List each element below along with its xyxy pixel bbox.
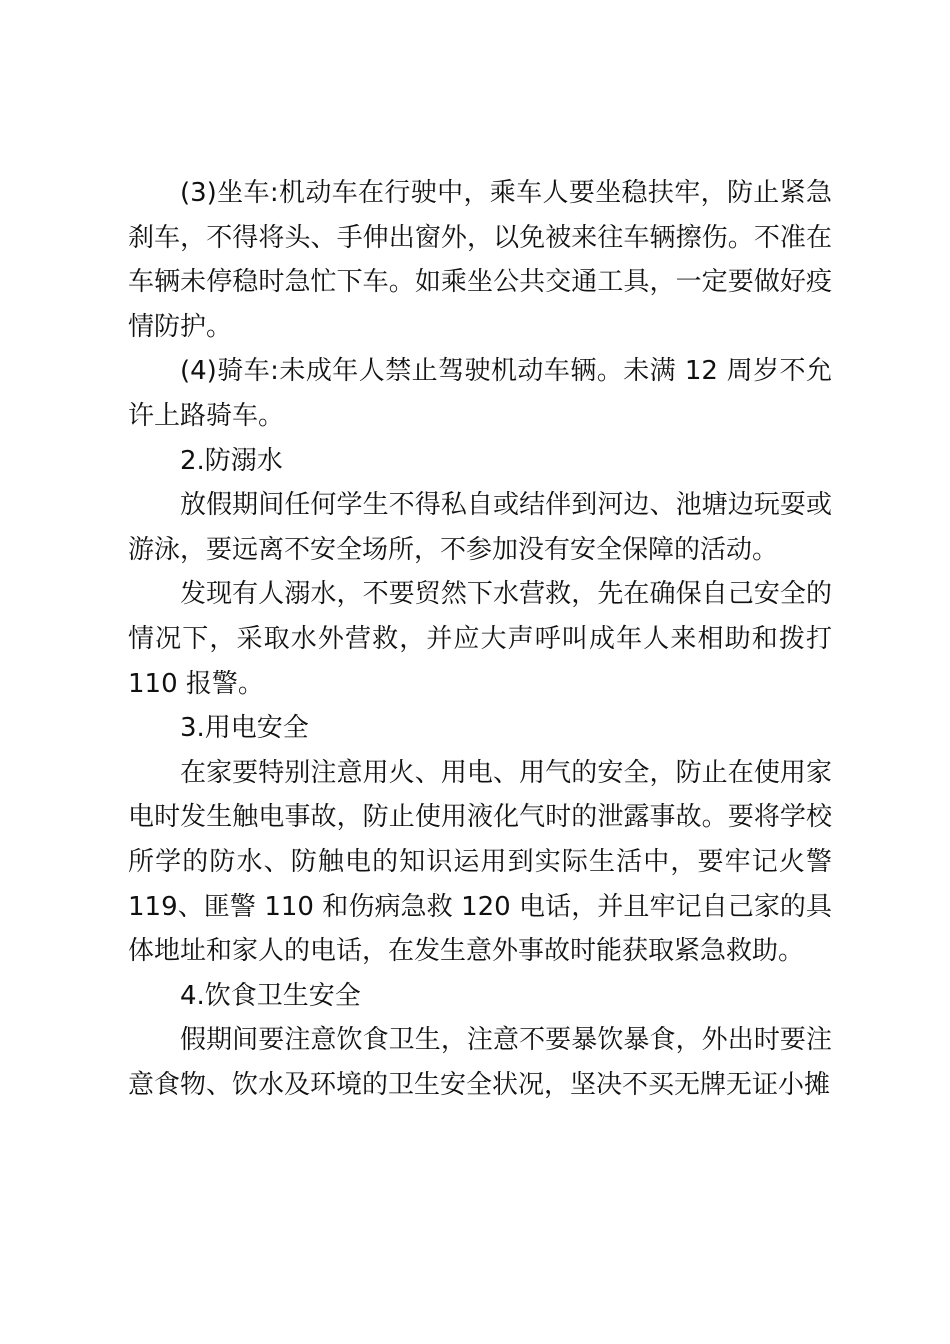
paragraph-drowning-rules: 放假期间任何学生不得私自或结伴到河边、池塘边玩耍或游泳，要远离不安全场所，不参加没有安全保障的活动。 bbox=[128, 490, 832, 565]
heading-food-safety: 4.饮食卫生安全 bbox=[180, 980, 361, 1011]
paragraph-ride-bike: (4)骑车:未成年人禁止驾驶机动车辆。未满 12 周岁不允许上路骑车。 bbox=[128, 356, 832, 431]
paragraph-food-safety: 假期间要注意饮食卫生，注意不要暴饮暴食，外出时要注意食物、饮水及环境的卫生安全状况，坚决不买无牌无证小摊 bbox=[128, 1025, 832, 1100]
heading-electric-safety: 3.用电安全 bbox=[180, 713, 309, 744]
document-body bbox=[128, 171, 832, 1107]
paragraph-electric-safety: 在家要特别注意用火、用电、用气的安全，防止在使用家电时发生触电事故，防止使用液化气时的泄露事故。要将学校所学的防水、防触电的知识运用到实际生活中，要牢记火警 119、匪警 110 和伤病急救 120 电话，并且牢记自己家的具体地址和家人的电话，在发生意外事故时能获取紧急救助。 bbox=[128, 757, 832, 967]
paragraph-drowning-rescue: 发现有人溺水，不要贸然下水营救，先在确保自己安全的情况下，采取水外营救，并应大声呼叫成年人来相助和拨打 110 报警。 bbox=[128, 579, 832, 699]
paragraph-ride-car: (3)坐车:机动车在行驶中，乘车人要坐稳扶牢，防止紧急刹车，不得将头、手伸出窗外，以免被来往车辆擦伤。不准在车辆未停稳时急忙下车。如乘坐公共交通工具，一定要做好疫情防护。 bbox=[128, 178, 832, 342]
heading-anti-drowning: 2.防溺水 bbox=[180, 445, 283, 476]
